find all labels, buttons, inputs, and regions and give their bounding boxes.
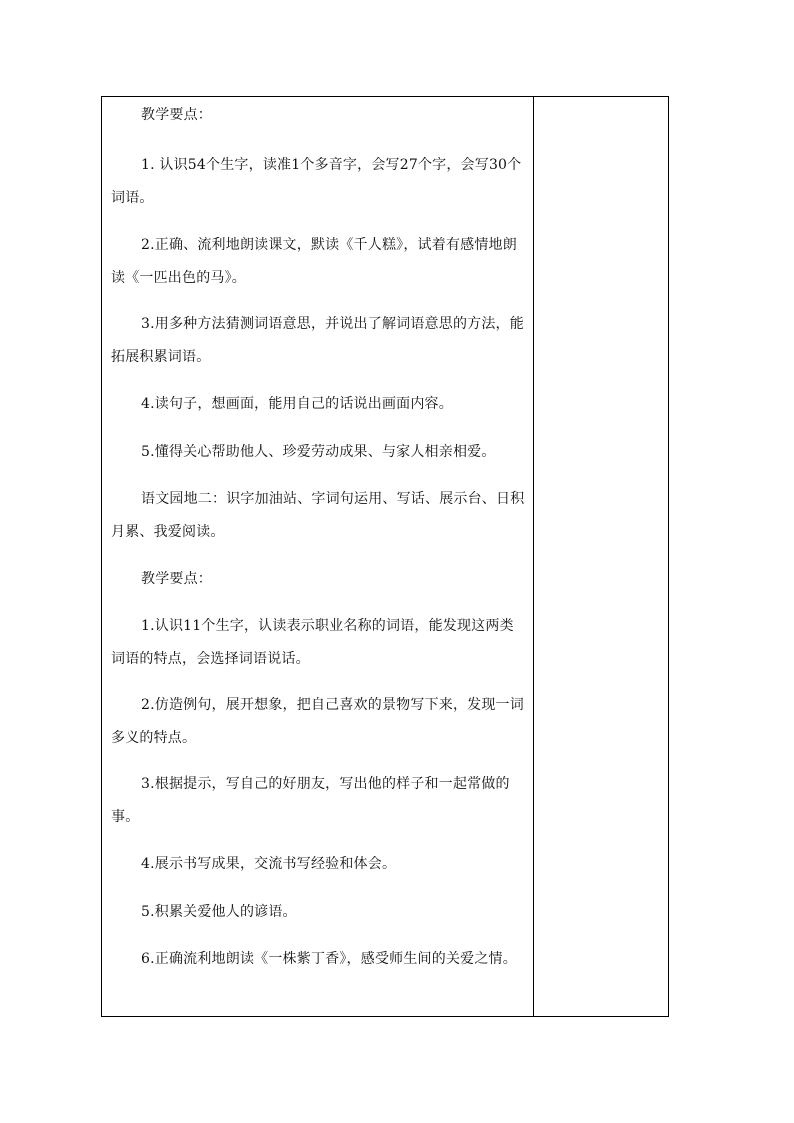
- teaching-point: 3.用多种方法猜测词语意思，并说出了解词语意思的方法，能拓展积累词语。: [111, 316, 524, 365]
- teaching-point: 2.正确、流利地朗读课文，默读《千人糕》，试着有感情地朗读《一匹出色的马》。: [111, 237, 517, 286]
- teaching-point: 5.积累关爱他人的谚语。: [141, 904, 297, 920]
- teaching-point: 1. 认识54个生字，读准1个多音字，会写27个字，会写30个词语。: [111, 157, 522, 206]
- section-heading: 教学要点：: [141, 107, 212, 123]
- teaching-point: 6.正确流利地朗读《一株紫丁香》，感受师生间的关爱之情。: [141, 951, 517, 967]
- teaching-point: 4.展示书写成果，交流书写经验和体会。: [141, 856, 397, 872]
- teaching-point: 1.认识11个生字，认读表示职业名称的词语，能发现这两类词语的特点，会选择词语说话。: [111, 618, 514, 667]
- section-paragraph: 语文园地二：识字加油站、字词句运用、写话、展示台、日积月累、我爱阅读。: [111, 491, 525, 540]
- table-cell-main: [102, 97, 534, 1016]
- teaching-point: 2.仿造例句，展开想象，把自己喜欢的景物写下来，发现一词多义的特点。: [111, 697, 524, 746]
- content-table: [101, 96, 669, 1017]
- section-heading: 教学要点：: [141, 571, 212, 587]
- table-cell-side: [534, 97, 668, 1016]
- teaching-point: 4.读句子，想画面，能用自己的话说出画面内容。: [141, 396, 453, 412]
- teaching-point: 3.根据提示，写自己的好朋友，写出他的样子和一起常做的事。: [111, 776, 510, 825]
- teaching-point: 5.懂得关心帮助他人、珍爱劳动成果、与家人相亲相爱。: [141, 444, 496, 460]
